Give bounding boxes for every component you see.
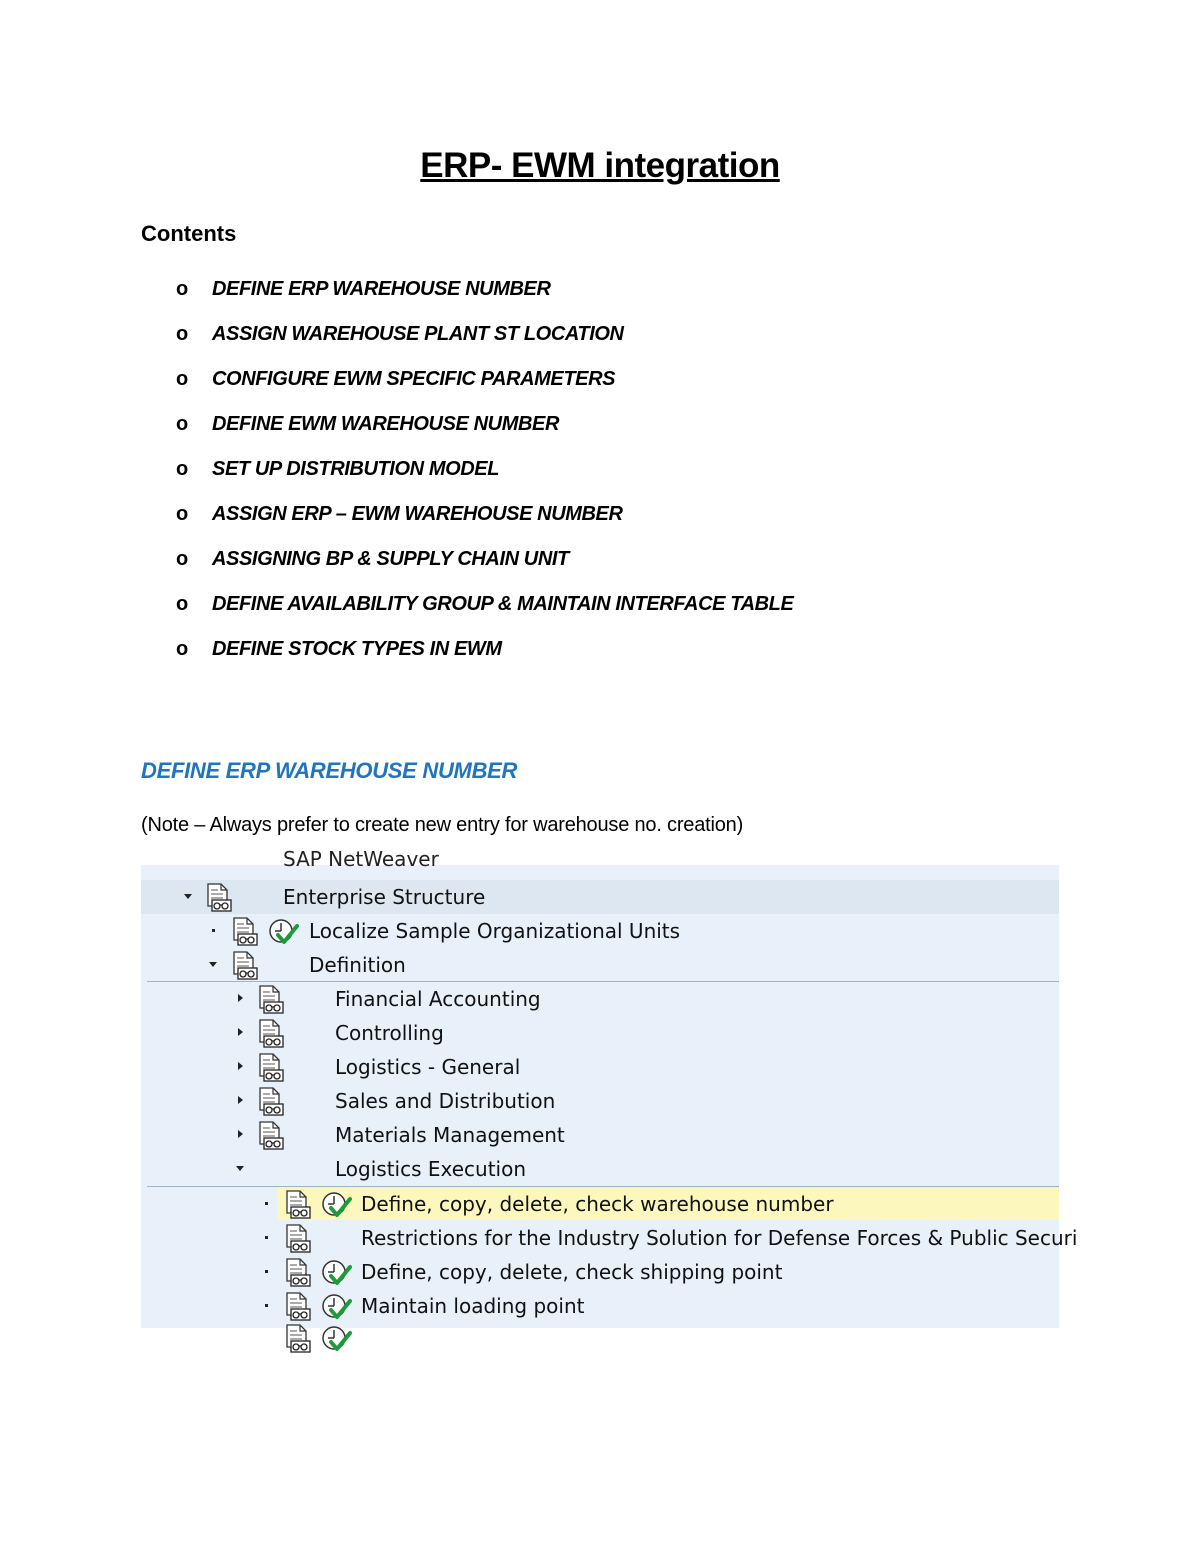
section-heading: DEFINE ERP WAREHOUSE NUMBER — [141, 758, 518, 783]
tree-node-define-warehouse-number[interactable] — [141, 1187, 1059, 1221]
tree-cut-off-node: SAP NetWeaver — [283, 847, 439, 871]
img-activity-doc-icon — [231, 951, 259, 981]
collapse-arrow-icon[interactable] — [238, 1130, 243, 1138]
tree-node-financial-accounting[interactable] — [141, 982, 1059, 1016]
bullet-icon: o — [176, 413, 189, 435]
img-activity-doc-icon — [284, 1258, 312, 1288]
note-text: (Note – Always prefer to create new entry for warehouse no. creation) — [141, 814, 744, 836]
leaf-dot-icon — [265, 1270, 268, 1273]
img-activity-doc-icon — [231, 917, 259, 947]
bullet-icon: o — [176, 548, 189, 570]
tree-node-label[interactable]: Logistics - General — [335, 1055, 521, 1079]
execute-activity-icon — [320, 1324, 352, 1354]
img-activity-doc-icon — [257, 1087, 285, 1117]
document-title: ERP- EWM integration — [420, 146, 780, 185]
execute-activity-icon[interactable] — [320, 1258, 352, 1288]
sap-img-tree-screenshot — [141, 847, 1078, 1328]
toc-item — [176, 275, 793, 320]
tree-node-enterprise-structure[interactable] — [141, 880, 1059, 914]
tree-node-label[interactable]: Enterprise Structure — [283, 885, 486, 909]
bullet-icon: o — [176, 278, 189, 300]
leaf-dot-icon — [265, 1304, 268, 1307]
tree-node-label[interactable]: Localize Sample Organizational Units — [309, 919, 681, 943]
img-activity-doc-icon — [284, 1224, 312, 1254]
tree-node-label[interactable]: Materials Management — [335, 1123, 565, 1147]
tree-node-localize-sample-org-units[interactable] — [141, 914, 1059, 948]
leaf-dot-icon — [212, 929, 215, 932]
toc-item — [176, 455, 793, 500]
tree-node-label[interactable]: Sales and Distribution — [335, 1089, 556, 1113]
toc-item — [176, 500, 793, 545]
leaf-dot-icon — [265, 1236, 268, 1239]
expand-arrow-icon[interactable] — [184, 894, 192, 899]
img-activity-doc-icon — [284, 1324, 312, 1354]
tree-node-label[interactable]: Restrictions for the Industry Solution for Defense Forces & Public Securi — [361, 1226, 1078, 1250]
bullet-icon: o — [176, 323, 189, 345]
toc-item-text: CONFIGURE EWM SPECIFIC PARAMETERS — [212, 368, 616, 390]
img-activity-doc-icon — [257, 1053, 285, 1083]
leaf-dot-icon — [265, 1202, 268, 1205]
tree-node-label[interactable]: Maintain loading point — [361, 1294, 585, 1318]
toc-item-text: ASSIGN ERP – EWM WAREHOUSE NUMBER — [212, 503, 623, 525]
tree-node-definition[interactable] — [141, 948, 1059, 982]
table-of-contents — [176, 275, 793, 680]
img-activity-doc-icon — [205, 883, 233, 913]
expand-arrow-icon[interactable] — [209, 962, 217, 967]
toc-item — [176, 590, 793, 635]
toc-item — [176, 545, 793, 590]
toc-item-text: SET UP DISTRIBUTION MODEL — [212, 458, 500, 480]
collapse-arrow-icon[interactable] — [238, 1096, 243, 1104]
toc-item — [176, 320, 793, 365]
bullet-icon: o — [176, 458, 189, 480]
toc-item-text: DEFINE ERP WAREHOUSE NUMBER — [212, 278, 551, 300]
toc-item — [176, 410, 793, 455]
toc-item-text: DEFINE EWM WAREHOUSE NUMBER — [212, 413, 559, 435]
collapse-arrow-icon[interactable] — [238, 994, 243, 1002]
toc-item — [176, 365, 793, 410]
img-activity-doc-icon — [284, 1190, 312, 1220]
tree-node-define-shipping-point[interactable] — [141, 1255, 1059, 1289]
tree-node-label[interactable]: Define, copy, delete, check shipping point — [361, 1260, 783, 1284]
tree-node-label[interactable]: Definition — [309, 953, 406, 977]
tree-node-restrictions-industry-solution[interactable] — [141, 1221, 1078, 1255]
toc-item-text: ASSIGN WAREHOUSE PLANT ST LOCATION — [212, 323, 624, 345]
img-activity-doc-icon — [284, 1292, 312, 1322]
toc-item-text: DEFINE STOCK TYPES IN EWM — [212, 638, 502, 660]
tree-node-label[interactable]: Financial Accounting — [335, 987, 541, 1011]
tree-node-controlling[interactable] — [141, 1016, 1059, 1050]
bullet-icon: o — [176, 503, 189, 525]
img-activity-doc-icon — [257, 985, 285, 1015]
bullet-icon: o — [176, 368, 189, 390]
contents-heading: Contents — [141, 221, 237, 246]
tree-node-logistics-general[interactable] — [141, 1050, 1059, 1084]
tree-node-materials-management[interactable] — [141, 1118, 1059, 1152]
tree-node-maintain-loading-point[interactable] — [141, 1289, 1059, 1323]
execute-activity-icon[interactable] — [320, 1292, 352, 1322]
toc-item-text: ASSIGNING BP & SUPPLY CHAIN UNIT — [212, 548, 569, 570]
bullet-icon: o — [176, 593, 189, 615]
tree-node-label[interactable]: Controlling — [335, 1021, 444, 1045]
bullet-icon: o — [176, 638, 189, 660]
execute-activity-icon[interactable] — [267, 917, 299, 947]
tree-node-logistics-execution[interactable] — [141, 1152, 1059, 1186]
collapse-arrow-icon[interactable] — [238, 1028, 243, 1036]
tree-node-label[interactable]: Define, copy, delete, check warehouse number — [361, 1192, 834, 1216]
expand-arrow-icon[interactable] — [236, 1166, 244, 1171]
execute-activity-icon[interactable] — [320, 1190, 352, 1220]
img-activity-doc-icon — [257, 1019, 285, 1049]
tree-node-sales-and-distribution[interactable] — [141, 1084, 1059, 1118]
img-activity-doc-icon — [257, 1121, 285, 1151]
toc-item-text: DEFINE AVAILABILITY GROUP & MAINTAIN INTERFACE TABLE — [212, 593, 794, 615]
tree-node-label[interactable]: Logistics Execution — [335, 1157, 527, 1181]
collapse-arrow-icon[interactable] — [238, 1062, 243, 1070]
toc-item — [176, 635, 793, 680]
